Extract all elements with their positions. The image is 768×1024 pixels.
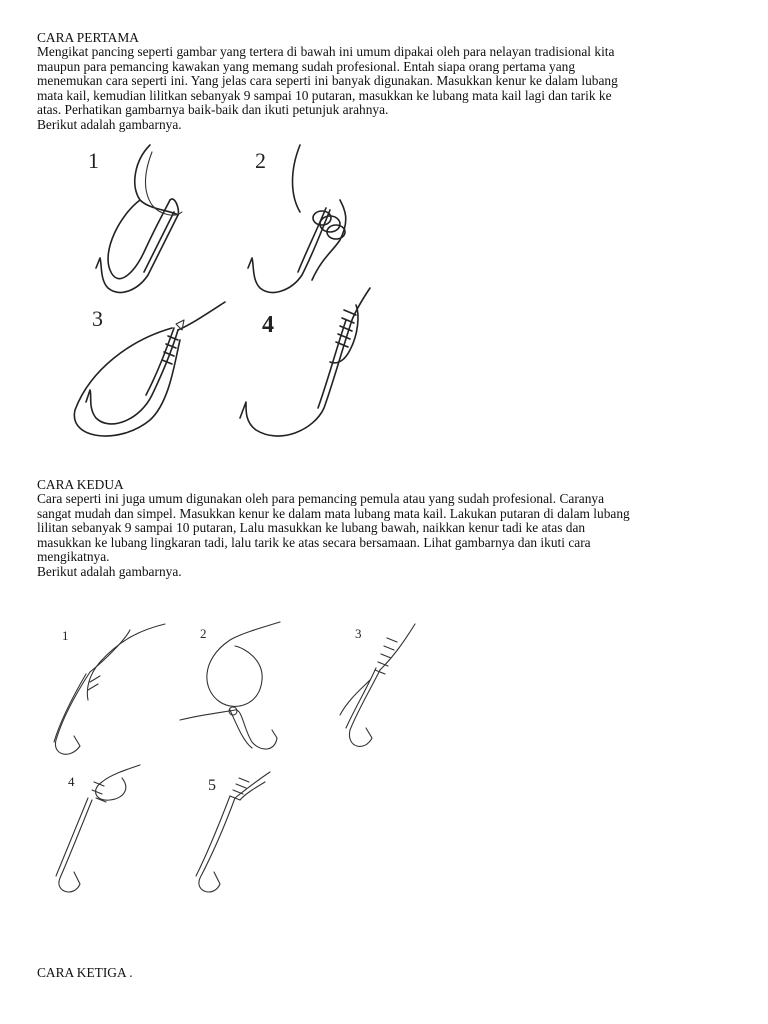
section1-heading: CARA PERTAMA xyxy=(37,30,139,45)
section2-line: masukkan ke lubang lingkaran tadi, lalu tarik ke atas secara bersamaan. Lihat gambarnya dan ikuti cara xyxy=(37,534,591,550)
section1-line: maupun para pemancing kawakan yang memang sudah profesional. Entah siapa orang pertama yang xyxy=(37,58,576,74)
section3-heading: CARA KETIGA . xyxy=(37,965,133,980)
step-label: 2 xyxy=(200,626,207,641)
step-label: 5 xyxy=(208,777,216,794)
step-label: 2 xyxy=(255,148,266,173)
section1-line: mata kail, kemudian lilitkan sebanyak 9 sampai 10 putaran, masukkan ke lubang mata kail lagi dan tarik ke xyxy=(37,87,612,103)
hook-step-1-icon xyxy=(96,145,182,292)
step-label: 4 xyxy=(262,312,274,338)
hook-step-2-icon xyxy=(180,622,280,749)
hook-step-4-icon xyxy=(240,288,370,436)
section2-line: mengikatnya. xyxy=(37,549,110,565)
section2-line: Berikut adalah gambarnya. xyxy=(37,563,182,579)
section1-line: atas. Perhatikan gambarnya baik-baik dan ikuti petunjuk arahnya. xyxy=(37,102,389,118)
section1-body xyxy=(37,45,737,133)
section1-line: menemukan cara seperti ini. Yang jelas cara seperti ini banyak digunakan. Masukkan kenur ke dalam lubang xyxy=(37,73,618,89)
section1-line: Mengikat pancing seperti gambar yang tertera di bawah ini umum dipakai oleh para nelayan tradisional kita xyxy=(37,44,615,59)
section1-line: Berikut adalah gambarnya. xyxy=(37,116,182,132)
section2-line: sangat mudah dan simpel. Masukkan kenur ke dalam mata lubang mata kail. Lakukan putaran di dalam lubang xyxy=(37,505,630,521)
step-label: 1 xyxy=(62,628,69,643)
step-label: 3 xyxy=(355,626,362,641)
section2-heading: CARA KEDUA xyxy=(37,477,124,492)
section2-line: lilitan sebanyak 9 sampai 10 putaran, Lalu masukkan ke lubang bawah, naikkan kenur tadi ke atas dan xyxy=(37,520,586,536)
step-label: 4 xyxy=(68,774,75,789)
step-label: 3 xyxy=(92,306,103,331)
hook-step-1-icon xyxy=(54,624,165,754)
section2-body xyxy=(37,492,737,580)
hook-knot-illustration-1 xyxy=(40,140,400,460)
hook-step-3-icon xyxy=(340,624,415,746)
section2-line: Cara seperti ini juga umum digunakan oleh para pemancing pemula atau yang sudah profesional. Caranya xyxy=(37,491,605,506)
step-label: 1 xyxy=(88,148,99,173)
hook-knot-illustration-2 xyxy=(30,610,460,910)
